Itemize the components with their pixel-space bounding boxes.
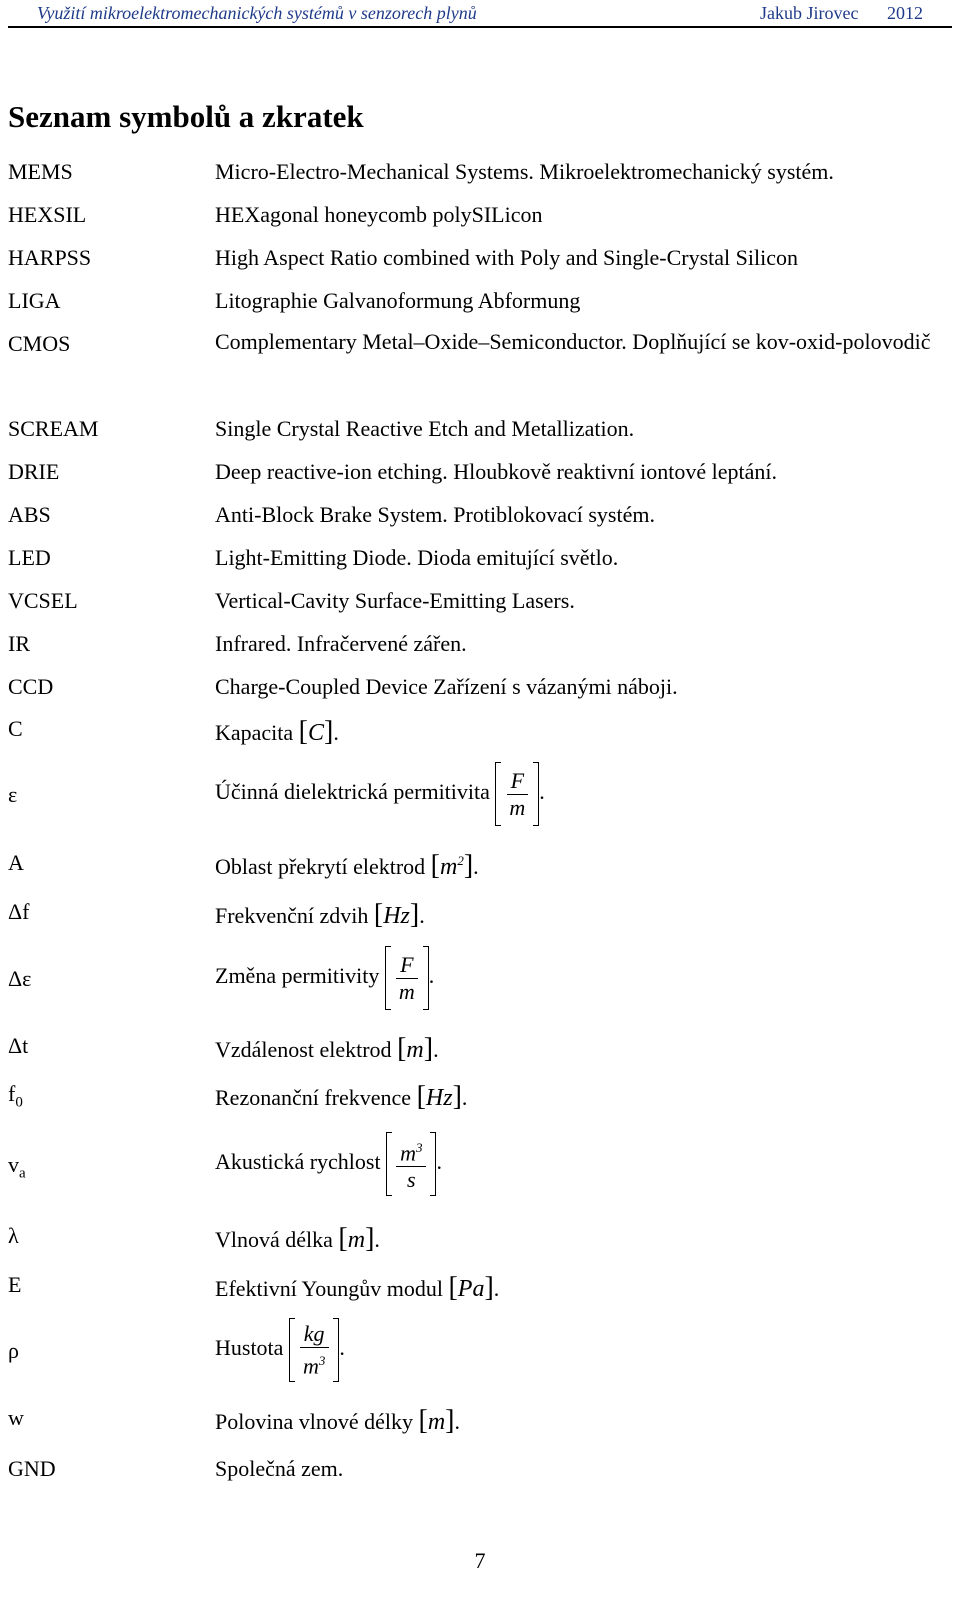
fraction-denominator: m [398, 978, 415, 1004]
unit-text: C [308, 720, 325, 746]
symbol-desc: Akustická rychlost $\frac{m^3}{s}$ . [215, 1132, 442, 1196]
symbol-desc: Vlnová délka [m]. [215, 1223, 380, 1254]
symbol-desc-text: Účinná dielektrická permitivita [215, 779, 490, 805]
entry-desc: Infrared. Infračervené zářen. [215, 631, 467, 656]
entry-desc: Anti-Block Brake System. Protiblokovací systém. [215, 502, 655, 527]
symbol: w [8, 1405, 24, 1430]
header-year: 2012 [887, 3, 923, 23]
symbol-unit: [Hz] [416, 1081, 462, 1112]
symbol-desc: Efektivní Youngův modul [Pa]. [215, 1272, 500, 1303]
symbol-desc-text: Akustická rychlost [215, 1149, 381, 1175]
header-rule [8, 26, 952, 28]
symbol-subscript: 0 [15, 1094, 23, 1111]
fraction-numerator: F [507, 768, 528, 795]
unit-fraction [386, 1132, 436, 1196]
symbol-base: f [8, 1081, 16, 1106]
entry-abbr: ABS [8, 502, 51, 527]
symbol: λ [8, 1223, 19, 1248]
symbol-desc: Oblast překrytí elektrod $[m^2]$. [215, 850, 479, 881]
numerator-exponent: 3 [415, 1139, 423, 1155]
symbol-unit: $[m^2]$ [430, 850, 474, 881]
unit-text: Hz [425, 1085, 453, 1111]
symbol: ρ [8, 1338, 19, 1363]
symbol: Δε [8, 966, 32, 991]
entry-desc: Single Crystal Reactive Etch and Metallization. [215, 416, 635, 441]
symbol-desc-text: Hustota [215, 1335, 284, 1361]
fraction-denominator: s [407, 1167, 416, 1193]
entry-abbr: HARPSS [8, 245, 92, 270]
unit-text: m [440, 854, 458, 880]
unit-text: Pa [457, 1276, 485, 1302]
symbol: C [8, 716, 23, 741]
entry-desc: Light-Emitting Diode. Dioda emitující světlo. [215, 545, 619, 570]
symbol-unit: [Hz] [373, 899, 420, 930]
unit-text: Hz [383, 903, 410, 929]
entry-desc: Micro-Electro-Mechanical Systems. Mikroelektromechanický systém. [215, 159, 834, 184]
header-title: Využití mikroelektromechanických systémů v senzorech plynů [37, 3, 477, 23]
symbol-unit: [m] [338, 1223, 375, 1254]
symbol-unit: [Pa] [448, 1272, 494, 1303]
fraction-numerator: kg [300, 1321, 329, 1348]
fraction-numerator [396, 1135, 426, 1167]
symbol-desc-text: Kapacita [215, 720, 294, 745]
symbol-desc: Vzdálenost elektrod [m]. [215, 1033, 439, 1064]
unit-text: m [427, 1409, 446, 1435]
unit-fraction [495, 762, 539, 826]
denominator-base: m [302, 1353, 319, 1379]
numerator-base: m [400, 1140, 416, 1166]
symbol-unit: [m] [397, 1033, 434, 1064]
symbol: A [8, 850, 24, 875]
symbol: Δt [8, 1033, 29, 1058]
entry-abbr: LIGA [8, 288, 61, 313]
symbol-desc: Změna permitivity $\frac{F}{m}$ . [215, 946, 434, 1010]
entry-desc: Complementary Metal–Oxide–Semiconductor. Doplňující se kov-oxid-polovodič [215, 329, 931, 354]
unit-fraction [385, 946, 429, 1010]
unit-exponent: 2 [457, 853, 464, 868]
running-header [37, 0, 923, 24]
unit-text: m [347, 1227, 366, 1253]
fraction-denominator: m [509, 794, 526, 820]
symbol-desc-text: Rezonanční frekvence [215, 1085, 412, 1110]
entry-desc: Litographie Galvanoformung Abformung [215, 288, 581, 313]
symbol-desc: Hustota $\frac{kg}{m^3}$ . [215, 1318, 345, 1382]
symbol-desc: Frekvenční zdvih [Hz]. [215, 899, 425, 930]
entry-abbr: LED [8, 545, 51, 570]
page-number: 7 [474, 1548, 486, 1573]
entry-abbr: CMOS [8, 331, 71, 356]
entry-abbr: HEXSIL [8, 202, 87, 227]
symbol-desc-text: Frekvenční zdvih [215, 903, 369, 928]
symbol-desc: Společná zem. [215, 1456, 344, 1481]
symbol [8, 1081, 23, 1111]
symbol [8, 1152, 26, 1182]
symbol-unit: [C] [298, 716, 334, 747]
entry-abbr: VCSEL [8, 588, 78, 613]
symbol: E [8, 1272, 22, 1297]
symbol-desc-text: Oblast překrytí elektrod [215, 854, 426, 879]
symbol-desc-text: Změna permitivity [215, 963, 380, 989]
symbol-desc-text: Efektivní Youngův modul [215, 1276, 443, 1301]
header-author: Jakub Jirovec [760, 3, 859, 23]
page-title: Seznam symbolů a zkratek [8, 99, 364, 134]
symbol-base: v [8, 1152, 19, 1177]
symbol-desc-text: Vlnová délka [215, 1227, 333, 1252]
entry-desc: Vertical-Cavity Surface-Emitting Lasers. [215, 588, 575, 613]
symbol-desc-text: Polovina vlnové délky [215, 1409, 413, 1434]
header-right [736, 3, 923, 24]
entry-abbr: DRIE [8, 459, 60, 484]
symbol: ε [8, 782, 18, 807]
symbol-desc: Kapacita [C]. [215, 716, 339, 747]
unit-fraction [289, 1318, 339, 1382]
symbol: Δf [8, 899, 30, 924]
entry-abbr: CCD [8, 674, 54, 699]
symbol-desc: Účinná dielektrická permitivita $\frac{F}{m}$ . [215, 762, 545, 826]
symbol-desc: Rezonanční frekvence [Hz]. [215, 1081, 468, 1112]
symbol-desc-text: Vzdálenost elektrod [215, 1037, 392, 1062]
symbol-unit: [m] [418, 1405, 455, 1436]
symbol: GND [8, 1456, 56, 1481]
fraction-denominator [299, 1348, 329, 1379]
entry-desc: Charge-Coupled Device Zařízení s vázanými náboji. [215, 674, 678, 699]
entry-desc: High Aspect Ratio combined with Poly and Single-Crystal Silicon [215, 245, 798, 270]
entry-abbr: MEMS [8, 159, 73, 184]
fraction-numerator: F [396, 952, 417, 979]
symbol-desc: Polovina vlnové délky [m]. [215, 1405, 460, 1436]
entry-abbr: IR [8, 631, 30, 656]
symbol-subscript: a [19, 1165, 26, 1182]
denominator-exponent: 3 [318, 1352, 326, 1368]
unit-text: m [406, 1037, 424, 1063]
entry-desc: Deep reactive-ion etching. Hloubkově reaktivní iontové leptání. [215, 459, 778, 484]
entry-desc: HEXagonal honeycomb polySILicon [215, 202, 543, 227]
entry-abbr: SCREAM [8, 416, 99, 441]
